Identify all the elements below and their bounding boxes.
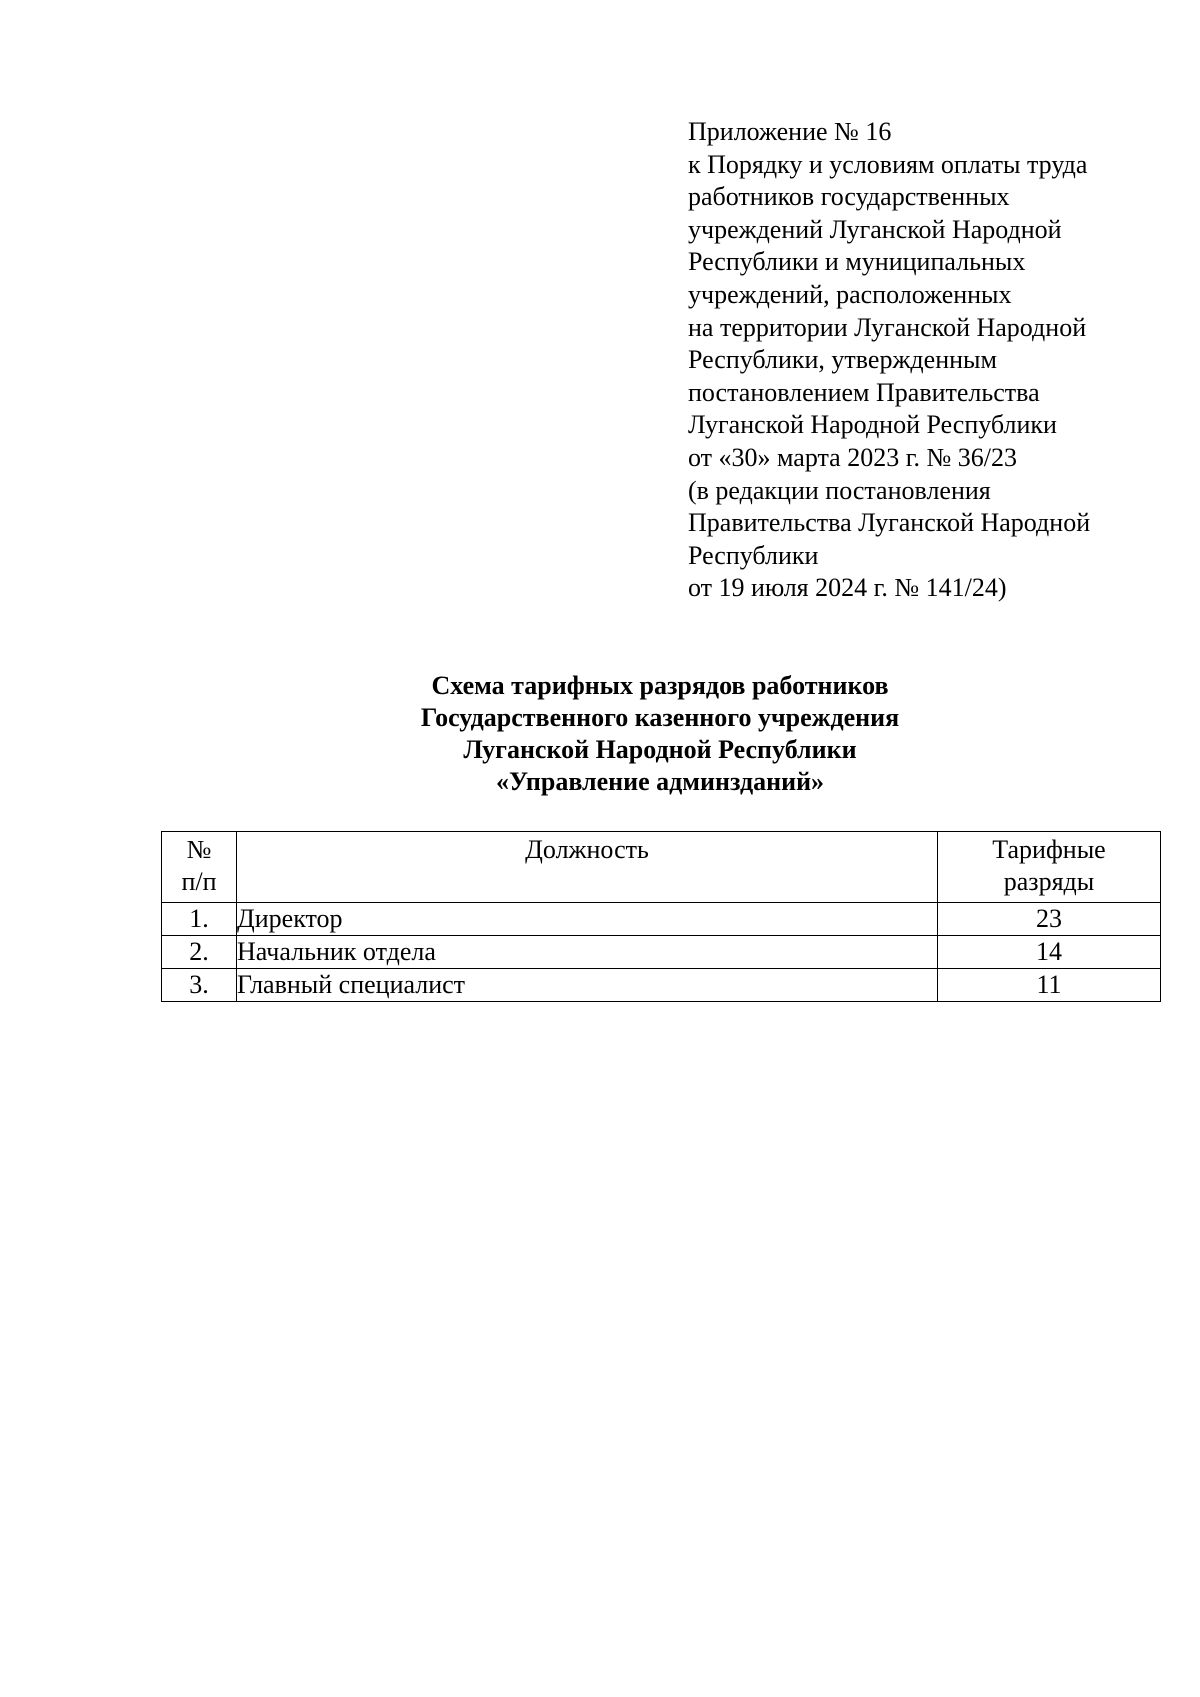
appendix-line: учреждений Луганской Народной [688,214,1062,244]
header-position-label: Должность [525,835,649,864]
table-row [162,903,1161,936]
appendix-line: Правительства Луганской Народной [688,508,1091,538]
appendix-line: работников государственных [688,182,1010,212]
row-position: Главный специалист [237,969,938,1002]
document-title [0,670,1200,798]
appendix-line: постановлением Правительства [688,377,1040,407]
header-position [237,832,938,903]
tariff-grades-table [161,831,1161,1002]
appendix-line: к Порядку и условиям оплаты труда [688,149,1088,179]
appendix-line: Республики [688,540,819,570]
appendix-line: на территории Луганской Народной [688,312,1087,342]
appendix-line: Луганской Народной Республики [688,410,1057,440]
header-num [162,832,237,903]
title-line: Государственного казенного учреждения [420,703,900,732]
header-grade-line1: Тарифные [992,835,1106,864]
table-row [162,936,1161,969]
row-grade: 23 [938,903,1161,936]
title-line: Схема тарифных разрядов работников [431,671,889,700]
appendix-line: (в редакции постановления [688,475,991,505]
table-row [162,969,1161,1002]
row-grade: 14 [938,936,1161,969]
row-num: 3. [162,969,237,1002]
table-header-row [162,832,1161,903]
row-num: 2. [162,936,237,969]
appendix-line: от «30» марта 2023 г. № 36/23 [688,442,1017,472]
header-num-line2: п/п [181,867,217,896]
row-position: Начальник отдела [237,936,938,969]
appendix-line: Приложение № 16 [688,117,892,146]
appendix-line: Республики, утвержденным [688,345,997,375]
header-num-line1: № [186,835,212,864]
table-body [162,903,1161,1002]
appendix-line: от 19 июля 2024 г. № 141/24) [688,573,1007,603]
appendix-line: учреждений, расположенных [688,279,1012,309]
row-position: Директор [237,903,938,936]
header-grade [938,832,1161,903]
header-grade-line2: разряды [1003,867,1095,896]
title-line: Луганской Народной Республики [463,735,857,764]
row-grade: 11 [938,969,1161,1002]
title-line: «Управление админзданий» [495,767,825,796]
appendix-line: Республики и муниципальных [688,247,1026,277]
row-num: 1. [162,903,237,936]
table-header [162,832,1161,903]
appendix-block [688,116,1188,605]
